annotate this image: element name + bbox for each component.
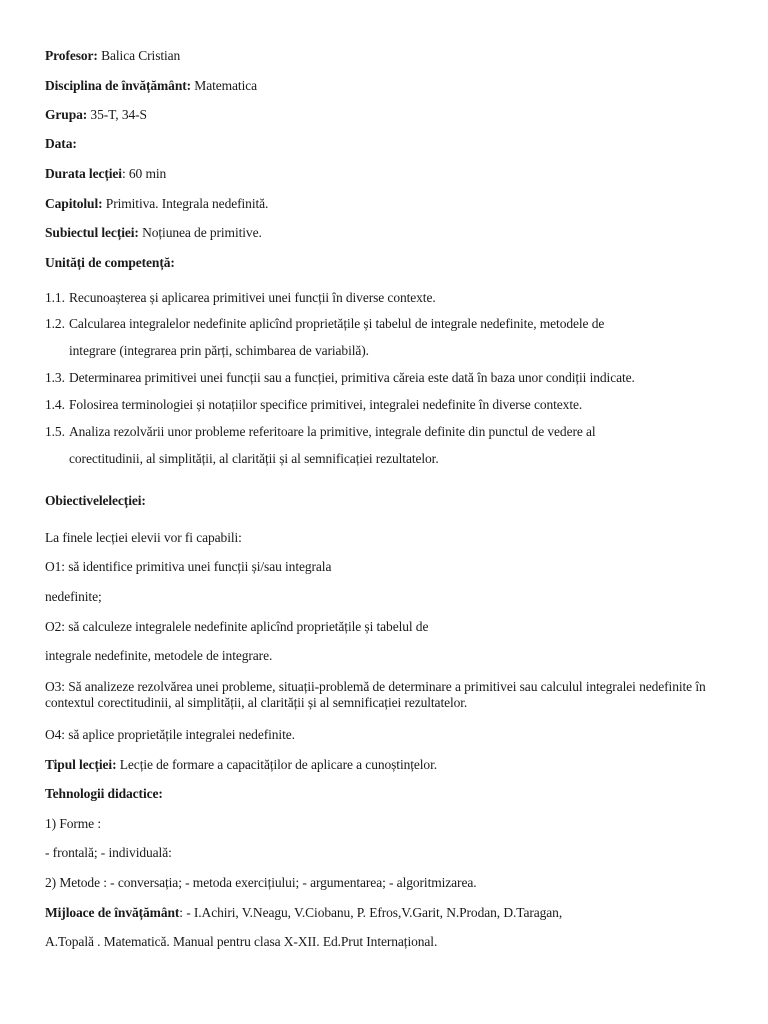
competente-heading: Unități de competență: [45, 255, 175, 270]
competenta-item [45, 316, 735, 332]
competenta-text-continued: corectitudinii, al simplității, al clarității și al semnificației rezultatelor. [69, 451, 439, 466]
mijloace-line [45, 905, 562, 921]
competenta-number: 1.2. [45, 316, 65, 331]
competenta-item [45, 424, 735, 440]
disciplina-line [45, 78, 257, 94]
durata-line [45, 166, 166, 182]
objective-o2-continued: integrale nedefinite, metodele de integrare. [45, 648, 273, 663]
competenta-text: Determinarea primitivei unei funcții sau a funcției, primitiva căreia este dată în baza unor condiții indicate. [69, 370, 635, 385]
durata-label: Durata lecției [45, 166, 122, 181]
competenta-text: Recunoașterea și aplicarea primitivei unei funcții în diverse contexte. [69, 290, 436, 305]
profesor-label: Profesor: [45, 48, 98, 63]
competenta-number: 1.1. [45, 290, 65, 305]
objective-o1-continued: nedefinite; [45, 589, 102, 604]
metode-line: 2) Metode : - conversația; - metoda exercițiului; - argumentarea; - algoritmizarea. [45, 875, 477, 890]
profesor-line [45, 48, 180, 64]
competenta-number: 1.5. [45, 424, 65, 439]
grupa-value: 35-T, 34-S [87, 107, 147, 122]
capitolul-value: Primitiva. Integrala nedefinită. [102, 196, 269, 211]
mijloace-value: : - I.Achiri, V.Neagu, V.Ciobanu, P. Efros,V.Garit, N.Prodan, D.Taragan, [179, 905, 563, 920]
objective-o3: O3: Să analizeze rezolvărea unei probleme, situații-problemă de determinare a primitivei sau calculul integralei nedefinite în contextul corectitudinii, al simplității, al clarității și al semnificației rezultatelor. [45, 679, 706, 710]
mijloace-continued: A.Topală . Matematică. Manual pentru clasa X-XII. Ed.Prut Internațional. [45, 934, 438, 949]
grupa-line [45, 107, 147, 123]
obiective-heading: Obiectivelelecției: [45, 493, 146, 508]
capitolul-line [45, 196, 268, 212]
competenta-text: Calcularea integralelor nedefinite aplicînd proprietățile și tabelul de integrale nedefinite, metodele de [69, 316, 605, 331]
data-label: Data: [45, 136, 77, 151]
forme-title: 1) Forme : [45, 816, 101, 831]
objective-o1: O1: să identifice primitiva unei funcții și/sau integrala [45, 559, 332, 574]
disciplina-value: Matematica [191, 78, 258, 93]
durata-value: : 60 min [121, 166, 167, 181]
tehnologii-heading: Tehnologii didactice: [45, 786, 163, 801]
competenta-item [45, 370, 735, 386]
forme-items: - frontală; - individuală: [45, 845, 172, 860]
tipul-value: Lecție de formare a capacităților de aplicare a cunoștințelor. [116, 757, 438, 772]
competenta-text: Folosirea terminologiei și notațiilor specifice primitivei, integralei nedefinite în diverse contexte. [69, 397, 583, 412]
competenta-number: 1.3. [45, 370, 65, 385]
tipul-label: Tipul lecției: [45, 757, 117, 772]
data-line [45, 136, 77, 152]
competenta-item [45, 397, 735, 413]
obiective-intro: La finele lecției elevii vor fi capabili: [45, 530, 242, 545]
tipul-line [45, 757, 437, 773]
capitolul-label: Capitolul: [45, 196, 103, 211]
competenta-text-continued: integrare (integrarea prin părți, schimbarea de variabilă). [69, 343, 369, 358]
grupa-label: Grupa: [45, 107, 88, 122]
competenta-text: Analiza rezolvării unor probleme referitoare la primitive, integrale definite din punctul de vedere al [69, 424, 596, 439]
competenta-number: 1.4. [45, 397, 65, 412]
objective-o4: O4: să aplice proprietățile integralei nedefinite. [45, 727, 295, 742]
subiectul-label: Subiectul lecției: [45, 225, 139, 240]
objective-o2: O2: să calculeze integralele nedefinite aplicînd proprietățile și tabelul de [45, 619, 429, 634]
subiectul-value: Noțiunea de primitive. [138, 225, 262, 240]
subiectul-line [45, 225, 262, 241]
profesor-value: Balica Cristian [97, 48, 181, 63]
mijloace-label: Mijloace de învățământ [45, 905, 180, 920]
disciplina-label: Disciplina de învățământ: [45, 78, 192, 93]
competenta-item [45, 290, 735, 306]
